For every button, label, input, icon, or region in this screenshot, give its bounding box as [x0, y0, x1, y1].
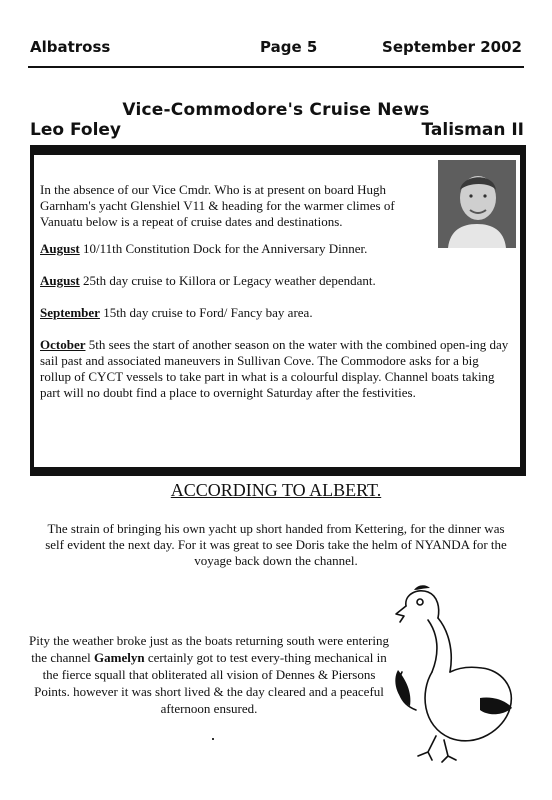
page-number: Page 5 — [260, 38, 318, 56]
cruise-item-text: 10/11th Constitution Dock for the Anniversary Dinner. — [79, 241, 368, 256]
vice-commodore-photo — [438, 160, 516, 248]
portrait-image — [438, 160, 516, 248]
cruise-item-month: August — [40, 273, 80, 288]
albert-paragraph-1: The strain of bringing his own yacht up short handed from Kettering, for the dinner was self evident the next day. For it was great to see Doris take the helm of NYANDA for the voyage back down the channel. — [45, 521, 507, 568]
cruise-item-text: 25th day cruise to Killora or Legacy weather dependant. — [79, 273, 376, 288]
boat-name-gamelyn: Gamelyn — [94, 650, 145, 665]
cruise-author: Leo Foley — [30, 120, 122, 140]
cruise-item — [40, 337, 510, 401]
cruise-news-box — [30, 145, 526, 476]
cruise-item-month: October — [40, 337, 86, 352]
albert-section-title: ACCORDING TO ALBERT. — [170, 480, 382, 500]
cruise-item — [40, 305, 313, 321]
cruise-section-title: Vice-Commodore's Cruise News — [122, 100, 430, 120]
stray-mark — [212, 738, 214, 740]
cruise-intro: In the absence of our Vice Cmdr. Who is at present on board Hugh Garnham's yacht Glenshiel V11 & heading for the warmer climes of Vanuatu below is a repeat of cruise dates and destinations. — [40, 182, 395, 229]
issue-date: September 2002 — [382, 38, 522, 56]
cruise-item-month: August — [40, 241, 80, 256]
cruise-item — [40, 273, 376, 289]
albert-text: certainly got to test every-thing mechanical in the fierce squall that obliterated all vision of Dennes & Piersons Points. however it was short lived & the day cleared and a peaceful afternoon ensured. — [34, 650, 387, 716]
albert-paragraph-2 — [24, 632, 394, 717]
albatross-cartoon-icon — [392, 580, 538, 766]
albert-text: Pity the weather broke just as the boats returning south were entering the channel — [29, 633, 389, 665]
page-header — [30, 38, 522, 62]
cruise-boat-name: Talisman II — [421, 120, 524, 140]
cruise-item-text: 5th sees the start of another season on the water with the combined open-ing day sail past and associated maneuvers in Sullivan Cove. The Commodore asks for a big rollup of CYCT vessels to take part in what is a colourful display. Channel boats taking part will no doubt find a place to overnight Saturday after the festivities. — [40, 337, 509, 400]
header-rule — [28, 66, 524, 68]
cruise-item-month: September — [40, 305, 100, 320]
cruise-item — [40, 241, 367, 257]
publication-name: Albatross — [30, 38, 111, 56]
cruise-item-text: 15th day cruise to Ford/ Fancy bay area. — [99, 305, 313, 320]
